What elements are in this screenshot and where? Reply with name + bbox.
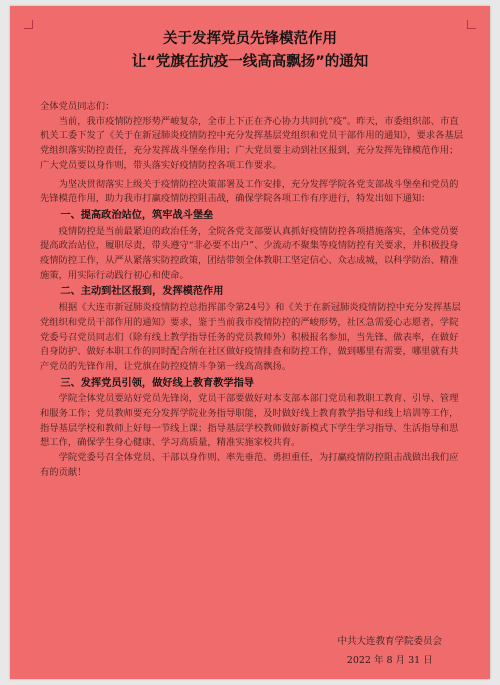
section-1-text: 疫情防控是当前最紧迫的政治任务，全院各党支部要认真抓好疫情防控各项措施落实，全体党员要提高政治站位，履职尽责，带头遵守“非必要不出户”、少流动不聚集等疫情防控有关要求，并积极投身疫情防控工作，从严从紧落实防控政策，团结带领全体教职工坚定信心、众志成城，以科学防治、精准施策，用实际行动践行初心和使命。 — [40, 225, 459, 281]
closing-paragraph: 学院党委号召全体党员、干部以身作则、率先垂范、勇担重任，为打赢疫情防控阻击战做出我们应有的贡献！ — [40, 452, 459, 478]
title-line-2: 让“党旗在抗疫一线高高飘扬”的通知 — [131, 54, 369, 70]
signature-date: 2022 年 8 月 31 日 — [346, 655, 433, 666]
section-2-heading: 二、主动到社区报到，发挥模范作用 — [60, 286, 224, 298]
paragraph-purpose: 为坚决贯彻落实上级关于疫情防控决策部署及工作安排，充分发挥学院各党支部战斗堡垒和党员的先锋模范作用，助力我市打赢疫情防控阻击战，确保学院各项工作有序进行，特发出如下通知： — [40, 178, 459, 205]
section-3-heading: 三、发挥党员引领，做好线上教育教学指导 — [60, 377, 254, 389]
signature-block — [337, 632, 442, 670]
salutation: 全体党员同志们： — [40, 101, 115, 112]
section-1-heading: 一、提高政治站位，筑牢战斗堡垒 — [60, 209, 214, 221]
document-body — [40, 100, 464, 481]
section-2-text: 根据《大连市新冠肺炎疫情防控总指挥部令第24号》和《关于在新冠肺炎疫情防控中充分发挥基层党组织和党员干部作用的通知》要求，鉴于当前我市疫情防控的严峻形势，社区急需爱心志愿者，学院党委号召党员同志们（除有线上教学指导任务的党员教师外）积极报名参加，当先锋、做表率，在做好自身防护、做好本职工作的同时配合所在社区做好疫情排查和防控工作，做到哪里有需要，哪里就有共产党员的先锋作用，让党旗在防控疫情斗争第一线高高飘扬。 — [40, 302, 461, 372]
title-line-1: 关于发挥党员先锋模范作用 — [163, 31, 337, 47]
signature-org: 中共大连教育学院委员会 — [337, 636, 442, 647]
paragraph-intro: 当前，我市疫情防控形势严峻复杂，全市上下正在齐心协力共同抗“疫”。昨天，市委组织部、市直机关工委下发了《关于在新冠肺炎疫情防控中充分发挥基层党组织和党员干部作用的通知》，要求各基层党组织落实防控责任，充分发挥战斗堡垒作用；广大党员要主动到社区报到，充分发挥先锋模范作用；广大党员要以身作则，带头落实好疫情防控各项工作要求。 — [40, 115, 464, 171]
document-page — [10, 6, 490, 679]
section-3-text: 学院全体党员要站好党员先锋岗，党员干部要做好对本支部本部门党员和教职工教育、引导、管理和服务工作；党员教师要充分发挥学院业务指导职能，及时做好线上教育教学指导和线上培训等工作，指导基层学校和教师上好每一节线上课；指导基层学校教师做好新模式下学生学习指导、生活指导和思想工作，确保学生身心健康、学习高质量，精准实施家校共育。 — [40, 393, 459, 449]
